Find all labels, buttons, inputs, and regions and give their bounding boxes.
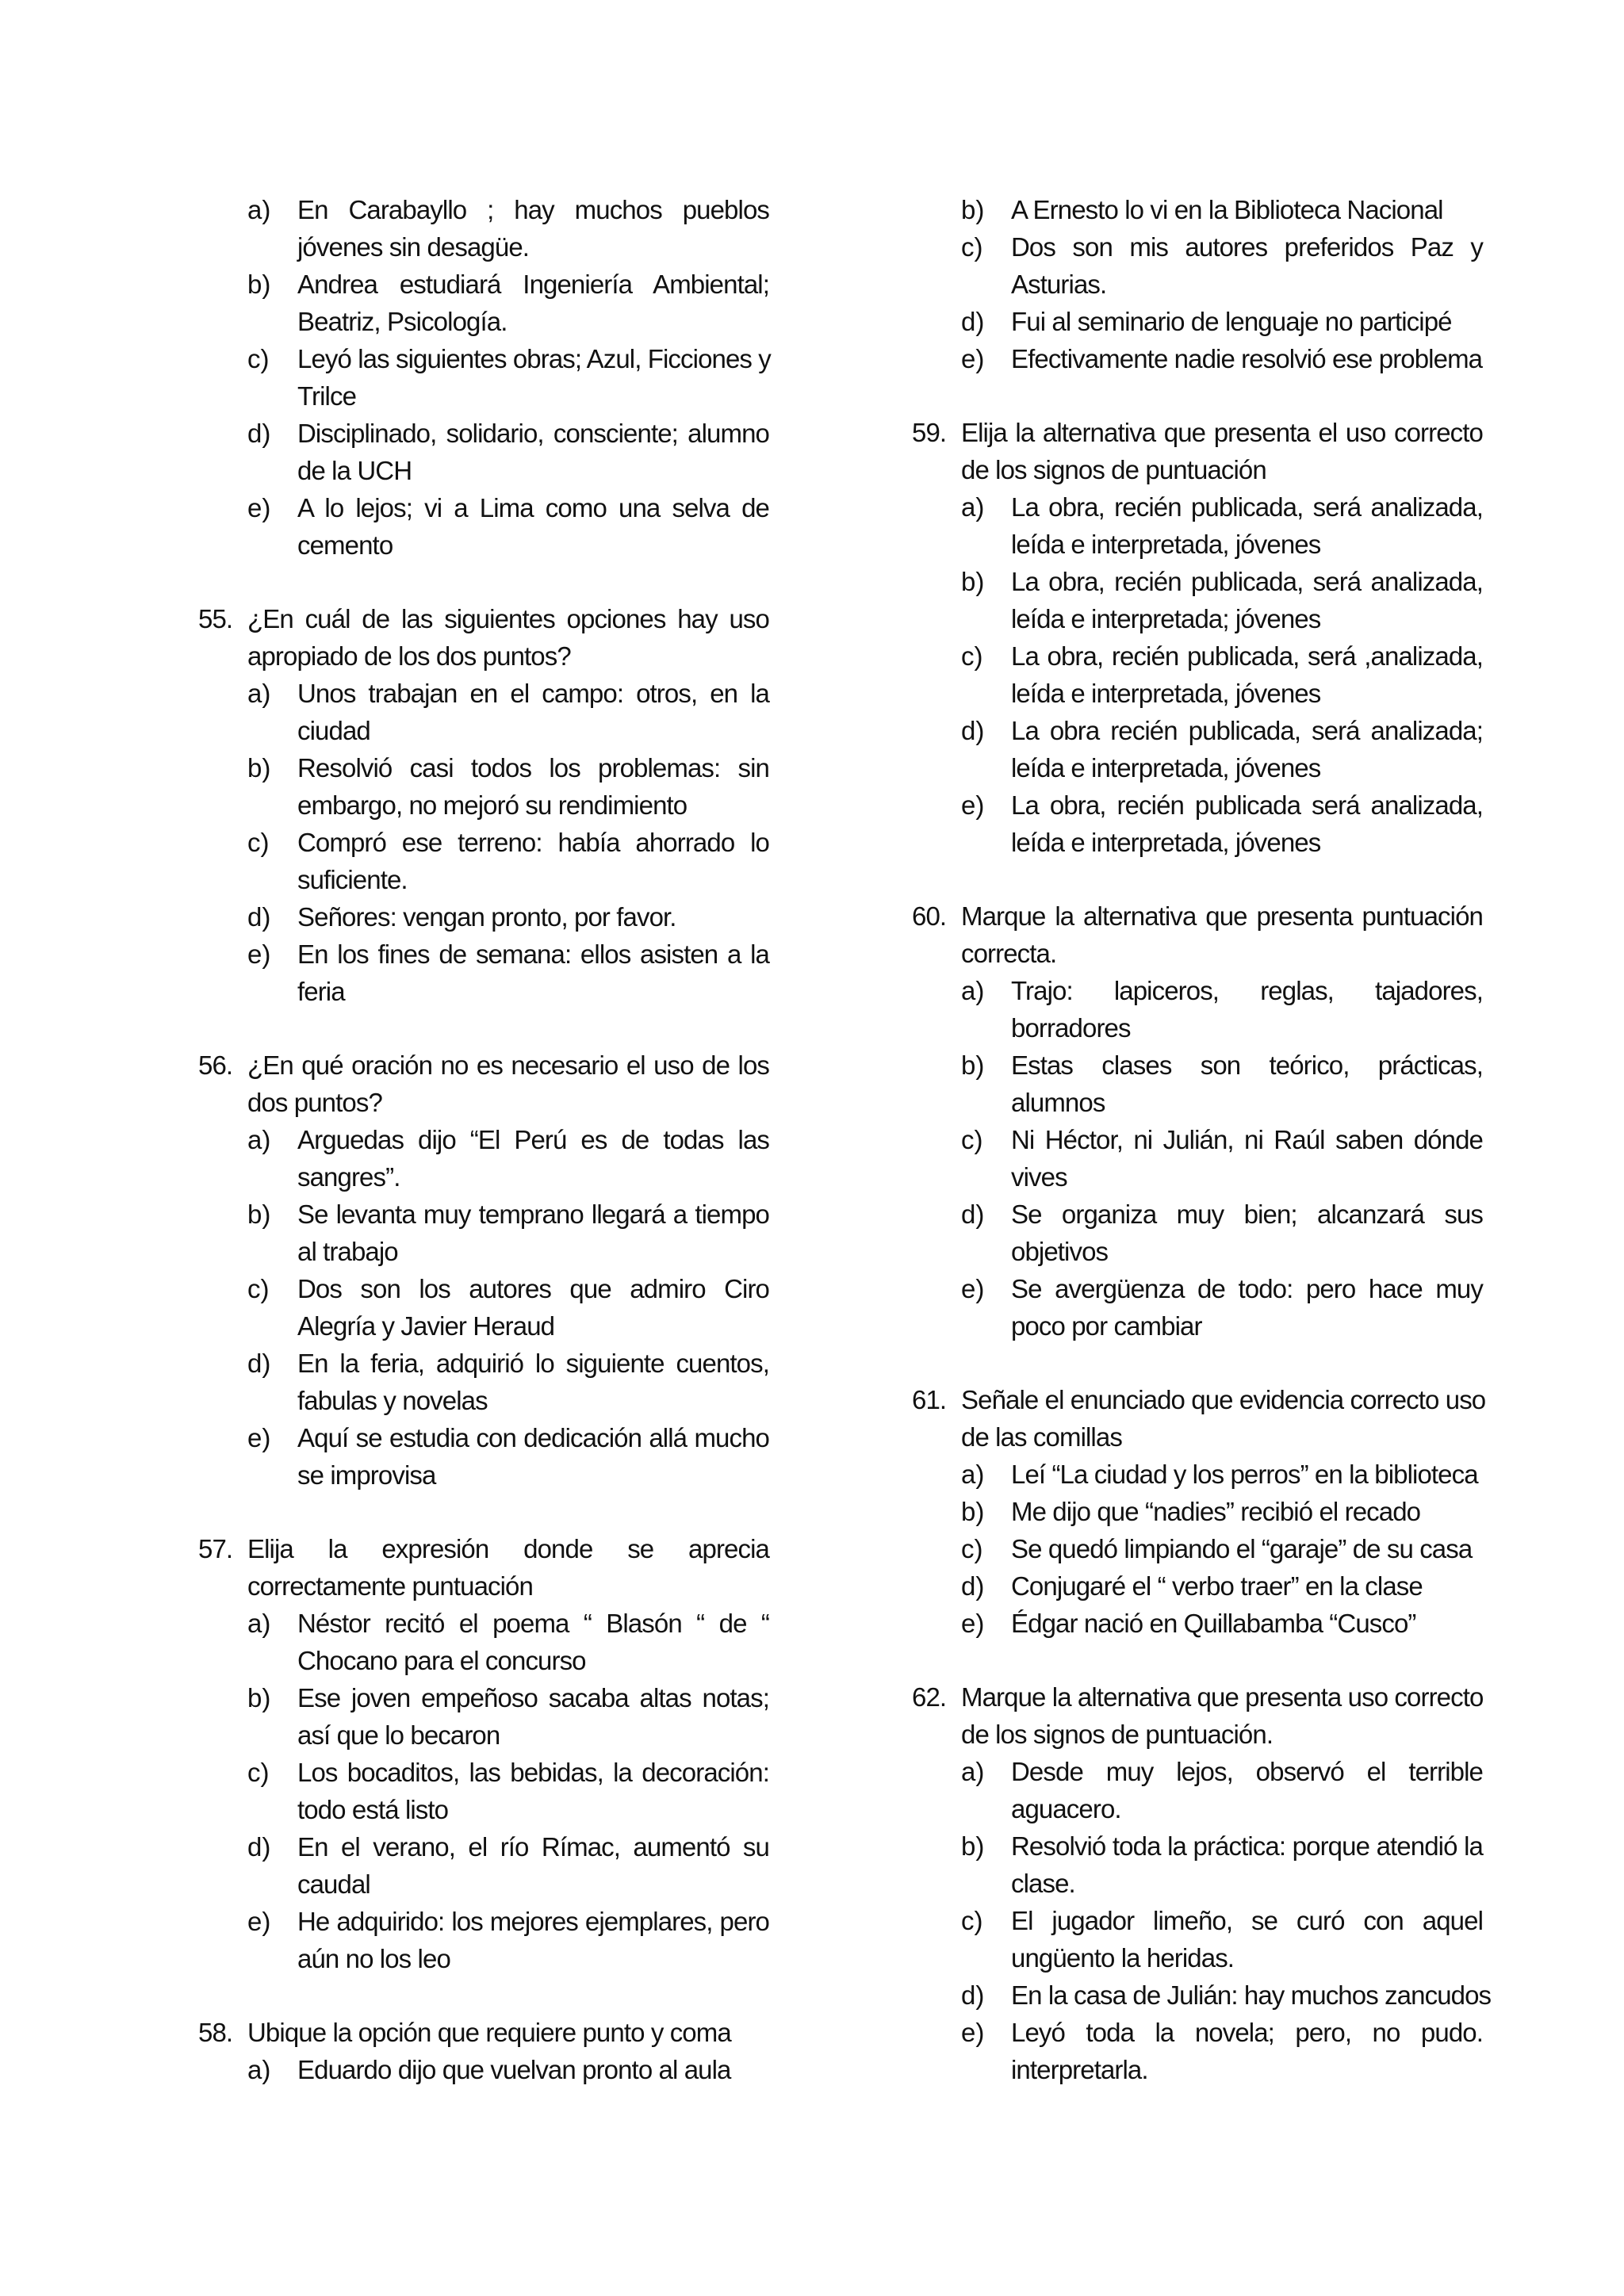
option-line: aún no los leo (297, 1944, 450, 1973)
option-text (1011, 1196, 1483, 1270)
question-stem (912, 1678, 1483, 1753)
question-prompt-line: Marque la alternativa que presenta uso correcto (961, 1682, 1484, 1712)
question-60 (912, 897, 1483, 1345)
option-line: Efectivamente nadie resolvió ese problema (1011, 344, 1483, 373)
option-text (1011, 563, 1483, 637)
question-number: 56. (198, 1050, 233, 1080)
option-text (1011, 1493, 1483, 1530)
option-line: Alegría y Javier Heraud (297, 1311, 555, 1341)
option-text (1011, 1121, 1483, 1196)
option-label: e) (961, 1609, 985, 1638)
option-line: Leyó las siguientes obras; Azul, Ficciones y (297, 344, 771, 373)
option-line: Chocano para el concurso (297, 1646, 586, 1675)
option-text (297, 1679, 769, 1754)
option-text (297, 191, 769, 266)
option-label: d) (961, 307, 985, 336)
options-list (247, 1121, 769, 1494)
option-c (961, 228, 1483, 303)
option-line: Resolvió casi todos los problemas: sin (297, 753, 769, 783)
option-line: Se organiza muy bien; alcanzará sus (1011, 1200, 1483, 1229)
option-label: e) (247, 1907, 271, 1936)
question-prompt-line: correcta. (961, 939, 1057, 968)
option-c (961, 637, 1483, 712)
options-list (961, 488, 1483, 861)
question-prompt-text (961, 1678, 1483, 1753)
option-line: Ese joven empeñoso sacaba altas notas; (297, 1683, 769, 1712)
option-line: En los fines de semana: ellos asisten a la (297, 939, 769, 969)
option-line: Se quedó limpiando el “garaje” de su casa (1011, 1534, 1473, 1563)
question-stem (912, 897, 1483, 972)
option-line: He adquirido: los mejores ejemplares, pero (297, 1907, 769, 1936)
question-59 (912, 414, 1483, 861)
option-line: así que lo becaron (297, 1720, 500, 1750)
option-label: d) (247, 1349, 271, 1378)
option-label: e) (961, 344, 985, 373)
option-b (961, 1493, 1483, 1530)
option-b (961, 563, 1483, 637)
option-a (247, 191, 769, 266)
option-a (247, 2051, 769, 2088)
option-text (1011, 1270, 1483, 1345)
option-line: de la UCH (297, 456, 412, 485)
option-label: d) (247, 902, 271, 932)
option-line: Los bocaditos, las bebidas, la decoración: (297, 1758, 769, 1787)
question-prompt-line: correctamente puntuación (247, 1571, 533, 1601)
option-line: La obra, recién publicada, será ,analizada, (1011, 641, 1483, 671)
option-line: clase. (1011, 1869, 1075, 1898)
option-text (297, 898, 769, 936)
option-label: a) (247, 1609, 271, 1638)
option-text (1011, 1827, 1483, 1902)
question-number: 55. (198, 604, 233, 633)
option-label: b) (961, 1050, 985, 1080)
option-d (961, 303, 1483, 340)
option-text (1011, 1567, 1483, 1605)
option-text (297, 1903, 769, 1977)
option-label: c) (961, 1125, 983, 1154)
option-text (297, 1196, 769, 1270)
option-text (1011, 488, 1483, 563)
option-label: b) (961, 195, 985, 224)
option-label: c) (961, 1906, 983, 1935)
option-line: fabulas y novelas (297, 1386, 488, 1415)
option-label: e) (961, 2018, 985, 2047)
option-line: leída e interpretada; jóvenes (1011, 604, 1321, 633)
question-prompt-line: Marque la alternativa que presenta puntuación (961, 901, 1483, 931)
option-b (247, 1196, 769, 1270)
option-line: caudal (297, 1869, 370, 1899)
option-text (1011, 340, 1483, 377)
option-line: El jugador limeño, se curó con aquel (1011, 1906, 1483, 1935)
question-prompt-line: dos puntos? (247, 1088, 382, 1117)
option-line: En la feria, adquirió lo siguiente cuentos, (297, 1349, 769, 1378)
option-line: ungüento la heridas. (1011, 1943, 1235, 1973)
option-line: embargo, no mejoró su rendimiento (297, 790, 688, 820)
option-label: d) (961, 716, 985, 745)
option-line: Estas clases son teórico, prácticas, (1011, 1050, 1483, 1080)
question-62 (912, 1678, 1492, 2088)
option-label: c) (961, 1534, 983, 1563)
option-label: e) (247, 493, 271, 522)
option-e (247, 1419, 769, 1494)
question-prompt-line: apropiado de los dos puntos? (247, 641, 571, 671)
option-line: Ni Héctor, ni Julián, ni Raúl saben dónde (1011, 1125, 1483, 1154)
option-text (1011, 1456, 1483, 1493)
option-text (297, 266, 769, 340)
option-text (297, 675, 769, 749)
option-label: a) (247, 1125, 271, 1154)
question-stem (198, 600, 769, 675)
option-line: objetivos (1011, 1237, 1109, 1266)
option-line: cemento (297, 530, 393, 560)
option-line: leída e interpretada, jóvenes (1011, 753, 1321, 783)
question-prompt-text (247, 1047, 769, 1121)
option-text (297, 749, 769, 824)
option-label: a) (961, 492, 985, 522)
option-label: b) (961, 1497, 985, 1526)
option-text (1011, 228, 1483, 303)
option-d (961, 1976, 1492, 2014)
question-stem (198, 1047, 769, 1121)
option-line: Arguedas dijo “El Perú es de todas las (297, 1125, 769, 1154)
question-number: 62. (912, 1682, 947, 1712)
option-d (247, 1828, 769, 1903)
option-d (961, 712, 1483, 786)
option-line: aguacero. (1011, 1794, 1121, 1823)
option-line: La obra recién publicada, será analizada; (1011, 716, 1483, 745)
option-line: En Carabayllo ; hay muchos pueblos (297, 195, 769, 224)
option-e (247, 1903, 769, 1977)
option-c (247, 1754, 769, 1828)
options-list (247, 1605, 769, 1977)
option-b (247, 266, 769, 340)
option-label: b) (961, 1831, 985, 1861)
option-e (961, 340, 1483, 377)
option-a (961, 1753, 1483, 1827)
option-line: leída e interpretada, jóvenes (1011, 679, 1321, 708)
option-line: jóvenes sin desagüe. (297, 232, 530, 262)
options-list (247, 675, 769, 1010)
option-label: b) (247, 270, 271, 299)
option-label: b) (247, 1683, 271, 1712)
option-line: Trajo: lapiceros, reglas, tajadores, (1011, 976, 1483, 1005)
option-text (297, 1828, 769, 1903)
option-line: En la casa de Julián: hay muchos zancudos (1011, 1980, 1492, 2010)
question-stem (912, 1381, 1486, 1456)
option-text (1011, 712, 1483, 786)
option-line: Néstor recitó el poema “ Blasón “ de “ (297, 1609, 769, 1638)
option-label: c) (247, 344, 270, 373)
option-line: suficiente. (297, 865, 408, 894)
option-label: d) (961, 1571, 985, 1601)
option-text (1011, 303, 1483, 340)
option-e (961, 2014, 1483, 2088)
options-list (247, 191, 769, 564)
option-line: Fui al seminario de lenguaje no participé (1011, 307, 1452, 336)
option-line: feria (297, 977, 345, 1006)
option-d (961, 1196, 1483, 1270)
option-e (961, 786, 1483, 861)
option-e (961, 1605, 1483, 1642)
question-stem (198, 2014, 769, 2051)
question-prompt-line: de las comillas (961, 1422, 1122, 1452)
option-a (961, 488, 1483, 563)
question-prompt-line: Elija la expresión donde se aprecia (247, 1534, 769, 1563)
option-c (247, 340, 769, 415)
option-line: Andrea estudiará Ingeniería Ambiental; (297, 270, 769, 299)
option-c (247, 824, 769, 898)
option-a (247, 675, 769, 749)
question-prompt-line: de los signos de puntuación. (961, 1720, 1274, 1749)
question-prompt-line: ¿En qué oración no es necesario el uso de los (247, 1050, 769, 1080)
option-line: Leí “La ciudad y los perros” en la biblioteca (1011, 1460, 1478, 1489)
option-label: a) (247, 679, 271, 708)
question-58 (198, 2014, 769, 2088)
option-line: Trilce (297, 381, 357, 411)
options-list (961, 191, 1483, 377)
options-list (961, 1753, 1492, 2088)
option-line: vives (1011, 1162, 1067, 1192)
question-prompt-text (961, 897, 1483, 972)
option-d (247, 1345, 769, 1419)
option-line: se improvisa (297, 1460, 436, 1490)
question-prompt-line: Elija la alternativa que presenta el uso correcto (961, 418, 1483, 447)
option-line: todo está listo (297, 1795, 449, 1824)
option-text (1011, 1605, 1483, 1642)
option-c (247, 1270, 769, 1345)
option-text (297, 489, 769, 564)
option-d (961, 1567, 1483, 1605)
option-line: Beatriz, Psicología. (297, 307, 508, 336)
question-61 (912, 1381, 1486, 1642)
option-line: Señores: vengan pronto, por favor. (297, 902, 676, 932)
option-label: b) (247, 753, 271, 783)
option-line: A lo lejos; vi a Lima como una selva de (297, 493, 769, 522)
option-line: leída e interpretada, jóvenes (1011, 530, 1321, 559)
option-label: e) (247, 1423, 271, 1452)
option-line: borradores (1011, 1013, 1131, 1043)
option-text (1011, 191, 1483, 228)
question-prompt-text (961, 414, 1483, 488)
option-label: c) (961, 641, 983, 671)
option-label: e) (961, 790, 985, 820)
option-text (1011, 1976, 1491, 2014)
option-text (297, 1345, 769, 1419)
option-d (247, 898, 769, 936)
option-label: c) (247, 828, 270, 857)
option-text (1011, 1902, 1483, 1976)
option-line: La obra, recién publicada será analizada, (1011, 790, 1483, 820)
question-number: 61. (912, 1385, 947, 1414)
option-text (1011, 2014, 1483, 2088)
option-line: Me dijo que “nadies” recibió el recado (1011, 1497, 1421, 1526)
option-text (297, 340, 771, 415)
option-line: Dos son los autores que admiro Ciro (297, 1274, 769, 1303)
question-prompt-line: de los signos de puntuación (961, 455, 1266, 484)
option-line: poco por cambiar (1011, 1311, 1202, 1341)
question-continued (912, 191, 1483, 377)
option-text (297, 936, 769, 1010)
option-line: A Ernesto lo vi en la Biblioteca Nacional (1011, 195, 1443, 224)
option-label: c) (247, 1758, 270, 1787)
question-prompt-text (247, 600, 769, 675)
option-text (297, 1605, 769, 1679)
options-list (961, 1456, 1483, 1642)
option-text (297, 1419, 769, 1494)
option-line: alumnos (1011, 1088, 1105, 1117)
option-line: leída e interpretada, jóvenes (1011, 828, 1321, 857)
question-stem (912, 414, 1483, 488)
question-prompt-line: Ubique la opción que requiere punto y coma (247, 2018, 731, 2047)
option-label: d) (247, 1832, 271, 1862)
question-prompt-text (247, 1530, 769, 1605)
option-line: al trabajo (297, 1237, 398, 1266)
option-label: a) (961, 1757, 985, 1786)
question-prompt-line: ¿En cuál de las siguientes opciones hay uso (247, 604, 769, 633)
option-text (1011, 1753, 1483, 1827)
option-label: c) (247, 1274, 270, 1303)
option-b (247, 1679, 769, 1754)
option-a (961, 972, 1483, 1047)
option-a (961, 1456, 1483, 1493)
option-line: Leyó toda la novela; pero, no pudo. (1011, 2018, 1483, 2047)
option-e (247, 489, 769, 564)
option-label: a) (961, 1460, 985, 1489)
option-line: ciudad (297, 716, 370, 745)
option-e (961, 1270, 1483, 1345)
question-57 (198, 1530, 769, 1977)
option-line: Aquí se estudia con dedicación allá mucho (297, 1423, 769, 1452)
option-line: Édgar nació en Quillabamba “Cusco” (1011, 1609, 1416, 1638)
option-line: Disciplinado, solidario, consciente; alumno (297, 419, 769, 448)
option-line: Conjugaré el “ verbo traer” en la clase (1011, 1571, 1423, 1601)
options-list (247, 2051, 769, 2088)
option-line: Asturias. (1011, 270, 1107, 299)
option-b (961, 191, 1483, 228)
option-line: Compró ese terreno: había ahorrado lo (297, 828, 769, 857)
option-text (297, 824, 769, 898)
option-label: d) (247, 419, 271, 448)
option-line: La obra, recién publicada, será analizada, (1011, 567, 1483, 596)
option-label: d) (961, 1200, 985, 1229)
option-line: Eduardo dijo que vuelvan pronto al aula (297, 2055, 731, 2084)
right-column (912, 191, 1492, 2088)
option-b (247, 749, 769, 824)
option-text (1011, 972, 1483, 1047)
option-line: Unos trabajan en el campo: otros, en la (297, 679, 769, 708)
options-list (961, 972, 1483, 1345)
option-text (297, 1270, 769, 1345)
option-label: e) (961, 1274, 985, 1303)
option-text (1011, 1047, 1483, 1121)
option-b (961, 1047, 1483, 1121)
option-label: a) (961, 976, 985, 1005)
option-c (961, 1121, 1483, 1196)
question-prompt-text (961, 1381, 1485, 1456)
option-line: En el verano, el río Rímac, aumentó su (297, 1832, 769, 1862)
option-label: e) (247, 939, 271, 969)
option-text (1011, 1530, 1483, 1567)
option-line: Se avergüenza de todo: pero hace muy (1011, 1274, 1483, 1303)
option-label: a) (247, 195, 271, 224)
question-prompt-text (247, 2014, 769, 2051)
option-label: d) (961, 1980, 985, 2010)
option-line: Resolvió toda la práctica: porque atendió la (1011, 1831, 1483, 1861)
question-continued (198, 191, 769, 564)
option-label: c) (961, 232, 983, 262)
option-line: Desde muy lejos, observó el terrible (1011, 1757, 1483, 1786)
question-number: 59. (912, 418, 947, 447)
option-text (297, 415, 769, 489)
question-stem (198, 1530, 769, 1605)
question-number: 57. (198, 1534, 233, 1563)
option-text (297, 1754, 769, 1828)
option-label: b) (247, 1200, 271, 1229)
option-line: Se levanta muy temprano llegará a tiempo (297, 1200, 769, 1229)
option-label: a) (247, 2055, 271, 2084)
option-a (247, 1121, 769, 1196)
option-line: La obra, recién publicada, será analizada, (1011, 492, 1483, 522)
left-column (198, 191, 769, 2088)
option-line: Dos son mis autores preferidos Paz y (1011, 232, 1483, 262)
option-line: interpretarla. (1011, 2055, 1148, 2084)
option-text (1011, 637, 1483, 712)
option-label: b) (961, 567, 985, 596)
option-text (297, 2051, 769, 2088)
question-55 (198, 600, 769, 1010)
option-text (1011, 786, 1483, 861)
option-d (247, 415, 769, 489)
option-a (247, 1605, 769, 1679)
question-number: 60. (912, 901, 947, 931)
question-number: 58. (198, 2018, 233, 2047)
option-c (961, 1902, 1483, 1976)
question-56 (198, 1047, 769, 1494)
option-line: sangres”. (297, 1162, 400, 1192)
option-c (961, 1530, 1483, 1567)
option-e (247, 936, 769, 1010)
option-b (961, 1827, 1483, 1902)
question-prompt-line: Señale el enunciado que evidencia correcto uso (961, 1385, 1486, 1414)
option-text (297, 1121, 769, 1196)
